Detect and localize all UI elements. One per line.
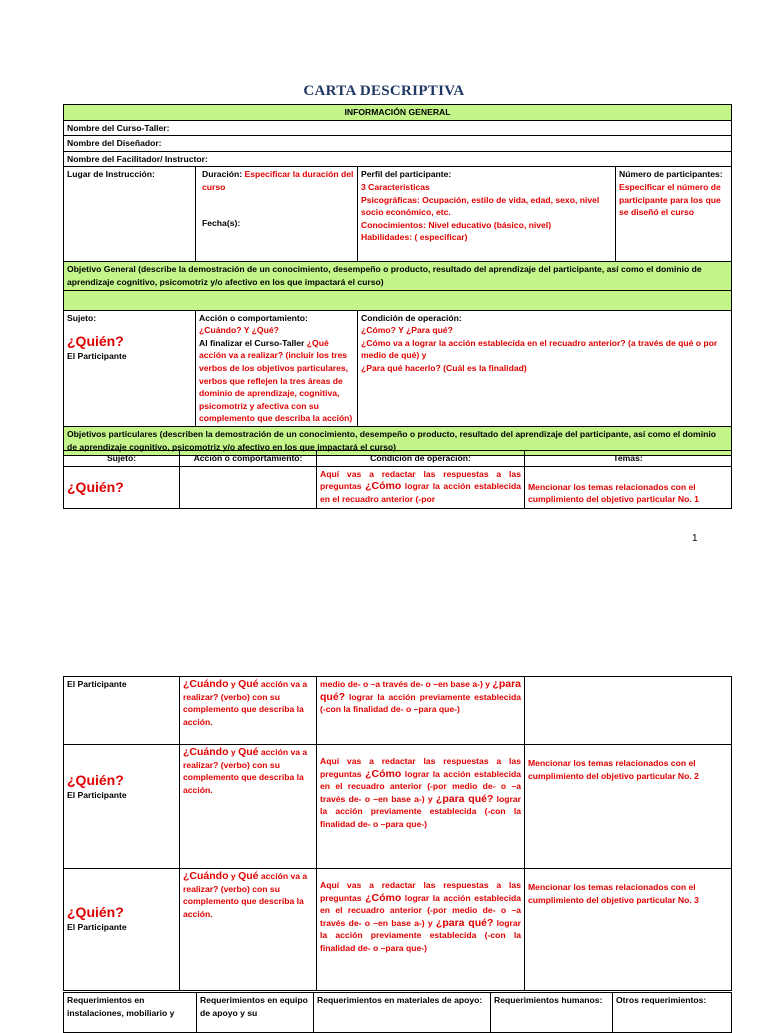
numero-value: Especificar el número de participante para los que se diseñó el curso bbox=[619, 181, 721, 218]
op-row1-quien: ¿Quién? bbox=[67, 479, 124, 496]
op-row2-y: y bbox=[228, 747, 239, 757]
op-row2-cond-part1: Aquí vas a redactar las respuestas a las preguntas bbox=[320, 756, 521, 779]
op-row1-temas bbox=[525, 466, 732, 508]
cont-accion bbox=[180, 677, 317, 745]
duracion-text bbox=[202, 168, 354, 193]
req-instalaciones: Requerimientos en instalaciones, mobiliario y bbox=[64, 993, 197, 1033]
op-row3-temas-text: Mencionar los temas relacionados con el cumplimiento del objetivo particular No. 3 bbox=[528, 882, 699, 905]
op-header-temas: Temas: bbox=[525, 451, 732, 467]
op-row2-participante: El Participante bbox=[67, 790, 127, 800]
op-row3-sujeto bbox=[64, 869, 180, 991]
og-accion-text-black: Al finalizar el Curso-Taller bbox=[199, 337, 305, 348]
cont-temas[interactable] bbox=[525, 677, 732, 745]
op-row3-condicion bbox=[317, 869, 525, 991]
op-row2-condicion bbox=[317, 745, 525, 869]
numero-participantes-cell bbox=[616, 167, 732, 262]
og-accion-text-red: ¿Qué acción va a realizar? (incluir los tres verbos de los objetivos particulares, verbos que reflejen la tres áreas de dominio de aprendizaje, cognitiva, psicomotriz y afectiva con su complemento que describa la acción) bbox=[199, 337, 353, 424]
perfil-line: 3 Características bbox=[361, 181, 430, 192]
og-sujeto-cell bbox=[64, 310, 196, 426]
op-row1-cond-como: ¿Cómo bbox=[365, 480, 402, 493]
cont-cond-part2: lograr la acción previamente establecida (-con la finalidad de- o –para que-) bbox=[320, 691, 521, 715]
op-row3-y: y bbox=[228, 871, 239, 881]
op-row1-sujeto bbox=[64, 466, 180, 508]
cont-para-que: ¿para qué? bbox=[320, 678, 522, 703]
op-row2-cuando: ¿Cuándo bbox=[183, 746, 229, 758]
req-materiales: Requerimientos en materiales de apoyo: bbox=[314, 993, 491, 1033]
cont-sujeto bbox=[64, 677, 180, 745]
og-accion-cell bbox=[196, 310, 358, 426]
req-humanos: Requerimientos humanos: bbox=[491, 993, 613, 1033]
op-row3-quien: ¿Quién? bbox=[67, 904, 124, 920]
op-row3-temas bbox=[525, 869, 732, 991]
op-row2-que: Qué bbox=[238, 746, 259, 758]
og-accion-label: Acción o comportamiento: bbox=[199, 312, 308, 323]
op-row1-condicion bbox=[317, 466, 525, 508]
og-quien: ¿Quién? bbox=[67, 333, 124, 350]
op-row2-cond-part3: lograr la acción previamente establecida (-con la finalidad de- o –para que-) bbox=[320, 793, 521, 829]
informacion-general-header: INFORMACIÓN GENERAL bbox=[64, 105, 732, 121]
op-row1-temas-text: Mencionar los temas relacionados con el cumplimiento del objetivo particular No. 1 bbox=[528, 481, 699, 505]
req-otros: Otros requerimientos: bbox=[613, 993, 732, 1033]
duracion-value: Especificar la duración del curso bbox=[202, 169, 354, 192]
op-row3-que: Qué bbox=[238, 870, 259, 882]
og-condicion-cell bbox=[358, 310, 732, 426]
duracion-cell bbox=[196, 167, 358, 262]
objetivo-general-input[interactable] bbox=[64, 290, 732, 310]
req-equipo: Requerimientos en equipo de apoyo y su bbox=[197, 993, 314, 1033]
perfil-line: Conocimientos: Nivel educativo (básico, nivel) bbox=[361, 219, 552, 230]
og-condicion-line: ¿Para qué hacerlo? (Cuál es la finalidad) bbox=[361, 362, 527, 373]
op-header-condicion: Condición de operación: bbox=[317, 451, 525, 467]
op-row3-cond-part1: Aquí vas a redactar las respuestas a las preguntas bbox=[320, 880, 521, 903]
op-row1-cond-part2: lograr la acción establecida en el recuadro anterior (-por bbox=[320, 481, 521, 504]
op-row3-cond-como: ¿Cómo bbox=[365, 891, 402, 904]
og-condicion-line: ¿Cómo va a lograr la acción establecida en el recuadro anterior? (a través de qué o por medio de qué) y bbox=[361, 337, 718, 361]
cont-que: Qué bbox=[238, 678, 259, 690]
og-participante: El Participante bbox=[67, 351, 127, 362]
cont-y: y bbox=[228, 679, 239, 689]
lugar-instruccion-cell bbox=[64, 167, 196, 262]
op-header-accion: Acción o comportamiento: bbox=[180, 451, 317, 467]
objetivos-particulares-heading: Objetivos particulares (describen la demostración de un conocimiento, desempeño o producto, resultado del aprendizaje del participante, así como el dominio de aprendizaje cognitivo, psicomotriz y/o afectivo en los que impactará el curso) bbox=[64, 426, 732, 455]
perfil-line: Habilidades: ( especificar) bbox=[361, 232, 468, 243]
op-row1-cond-part1: Aquí vas a redactar las respuestas a las preguntas bbox=[320, 468, 521, 492]
duracion-label: Duración: bbox=[202, 169, 243, 180]
op-row3-cond-part3: lograr la acción previamente establecida (-con la finalidad de- o –para que-) bbox=[320, 917, 521, 953]
page-gap bbox=[0, 556, 768, 656]
objetivo-general-heading: Objetivo General (describe la demostración de un conocimiento, desempeño o producto, resultado del aprendizaje del participante, así como el dominio de aprendizaje cognitivo, psicomotriz y/o afectivo en los que impactará el curso) bbox=[64, 262, 732, 290]
cont-cond-part1: medio de- o –a través de- o –en base a-) y bbox=[320, 679, 493, 689]
op-row3-cuando: ¿Cuándo bbox=[183, 870, 229, 882]
og-accion-text bbox=[199, 337, 354, 425]
fecha-label: Fecha(s): bbox=[202, 217, 241, 228]
cont-participante: El Participante bbox=[67, 679, 127, 689]
nombre-facilitador-field: Nombre del Facilitador/ Instructor: bbox=[64, 151, 732, 167]
op-row2-temas bbox=[525, 745, 732, 869]
cont-condicion bbox=[317, 677, 525, 745]
op-row2-accion bbox=[180, 745, 317, 869]
objetivos-particulares-table bbox=[63, 450, 732, 509]
nombre-curso-field: Nombre del Curso-Taller: bbox=[64, 120, 732, 136]
cont-accion-rest: acción va a realizar? (verbo) con su complemento que describa la acción. bbox=[183, 679, 308, 727]
og-accion-question: ¿Cuándo? Y ¿Qué? bbox=[199, 325, 279, 336]
op-row1-accion[interactable] bbox=[180, 466, 317, 508]
op-row3-accion-rest: acción va a realizar? (verbo) con su complemento que describa la acción. bbox=[183, 871, 308, 919]
op-row3-para-que: ¿para qué? bbox=[435, 916, 494, 929]
op-row2-quien: ¿Quién? bbox=[67, 772, 124, 788]
op-header-sujeto: Sujeto: bbox=[64, 451, 180, 467]
op-row3-cond-part2: lograr la acción establecida en el recuadro anterior (-por medio de- o –a través de- o –en base a-) y bbox=[320, 892, 521, 928]
op-row3-participante: El Participante bbox=[67, 922, 127, 932]
op-row2-temas-text: Mencionar los temas relacionados con el cumplimiento del objetivo particular No. 2 bbox=[528, 758, 699, 781]
objetivos-particulares-continuation-table bbox=[63, 676, 732, 991]
perfil-line: Psicográficas: Ocupación, estilo de vida, edad, sexo, nivel socio económico, etc. bbox=[361, 194, 600, 218]
numero-label: Número de participantes: bbox=[619, 169, 723, 180]
op-row2-cond-part2: lograr la acción establecida en el recuadro anterior (-por medio de- o –a través de- o –en base a-) y bbox=[320, 768, 521, 804]
lugar-instruccion-label: Lugar de Instrucción: bbox=[67, 169, 155, 180]
nombre-disenador-field: Nombre del Diseñador: bbox=[64, 136, 732, 152]
op-row2-para-que: ¿para qué? bbox=[435, 792, 494, 805]
page-number: 1 bbox=[692, 533, 698, 544]
perfil-participante-cell bbox=[358, 167, 616, 262]
og-condicion-line: ¿Cómo? Y ¿Para qué? bbox=[361, 325, 453, 336]
op-row3-accion bbox=[180, 869, 317, 991]
cont-cuando: ¿Cuándo bbox=[183, 678, 229, 690]
carta-descriptiva-table bbox=[63, 104, 732, 456]
document-title: CARTA DESCRIPTIVA bbox=[303, 83, 465, 99]
og-sujeto-label: Sujeto: bbox=[67, 312, 97, 323]
perfil-label: Perfil del participante: bbox=[361, 169, 452, 180]
op-row2-cond-como: ¿Cómo bbox=[365, 767, 402, 780]
og-condicion-label: Condición de operación: bbox=[361, 312, 462, 323]
requerimientos-table bbox=[63, 992, 732, 1033]
op-row2-sujeto bbox=[64, 745, 180, 869]
op-row2-accion-rest: acción va a realizar? (verbo) con su complemento que describa la acción. bbox=[183, 747, 308, 795]
